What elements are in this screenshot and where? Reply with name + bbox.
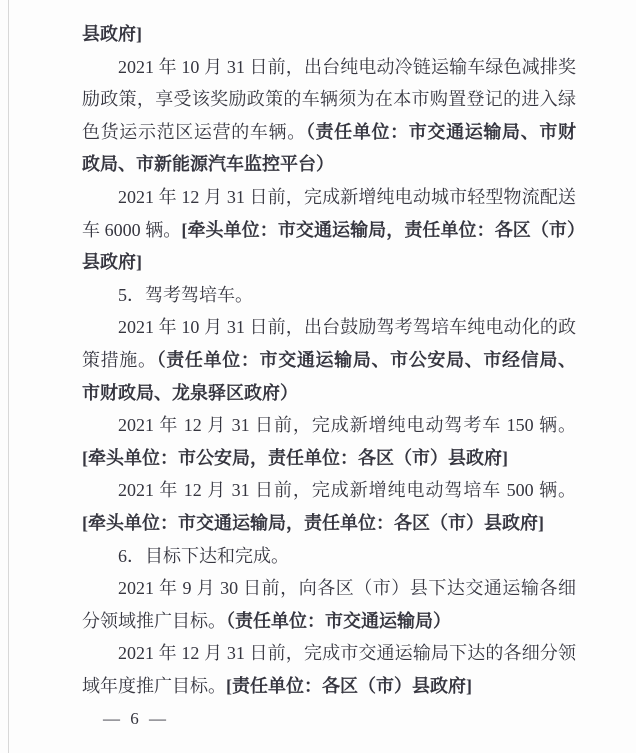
responsible-unit-text: [责任单位：各区（市）县政府] — [226, 675, 472, 696]
responsible-unit-text: [牵头单位：市交通运输局，责任单位：各区（市）县政府] — [82, 219, 576, 273]
responsible-unit-text: [牵头单位：市交通运输局，责任单位：各区（市）县政府] — [82, 512, 544, 533]
responsible-unit-text: [牵头单位：市公安局，责任单位：各区（市）县政府] — [82, 447, 508, 468]
body-text: 5．驾考驾培车。 — [118, 284, 253, 305]
body-text: 2021 年 10 月 31 日前，出台纯电动冷链运输车绿色减排奖励政策，享受该奖励政策的车辆须为在本市购置登记的进入绿色货运示范区运营的车辆。 — [82, 56, 576, 142]
paragraph — [82, 18, 576, 51]
page-left-edge-line — [8, 0, 9, 753]
paragraph — [82, 409, 576, 474]
document-body — [82, 18, 576, 702]
body-text: 2021 年 9 月 30 日前，向各区（市）县下达交通运输各细分领域推广目标。 — [82, 578, 576, 631]
paragraph — [82, 637, 576, 702]
body-text: 2021 年 12 月 31 日前，完成新增纯电动驾培车 500 辆。 — [118, 480, 576, 501]
body-text: 2021 年 12 月 31 日前，完成新增纯电动城市轻型物流配送车 6000 辆。 — [82, 186, 576, 240]
responsible-unit-text: （责任单位：市交通运输局） — [226, 610, 451, 631]
paragraph — [82, 540, 576, 573]
body-text: 6．目标下达和完成。 — [118, 545, 289, 566]
responsible-unit-text: 县政府] — [82, 24, 142, 44]
paragraph — [82, 51, 576, 181]
responsible-unit-text: （责任单位：市交通运输局、市公安局、市经信局、市财政局、龙泉驿区政府） — [82, 349, 577, 403]
body-text: 2021 年 10 月 31 日前，出台鼓励驾考驾培车纯电动化的政策措施。 — [82, 317, 576, 370]
paragraph — [82, 181, 576, 279]
paragraph — [82, 572, 576, 637]
body-text: 2021 年 12 月 31 日前，完成新增纯电动驾考车 150 辆。 — [118, 415, 576, 436]
body-text: 2021 年 12 月 31 日前，完成市交通运输局下达的各细分领域年度推广目标。 — [82, 643, 576, 696]
responsible-unit-text: （责任单位：市交通运输局、市财政局、市新能源汽车监控平台） — [82, 121, 577, 175]
page-number: — 6 — — [103, 709, 169, 728]
paragraph — [82, 279, 576, 312]
paragraph — [82, 311, 576, 409]
paragraph — [82, 474, 576, 539]
